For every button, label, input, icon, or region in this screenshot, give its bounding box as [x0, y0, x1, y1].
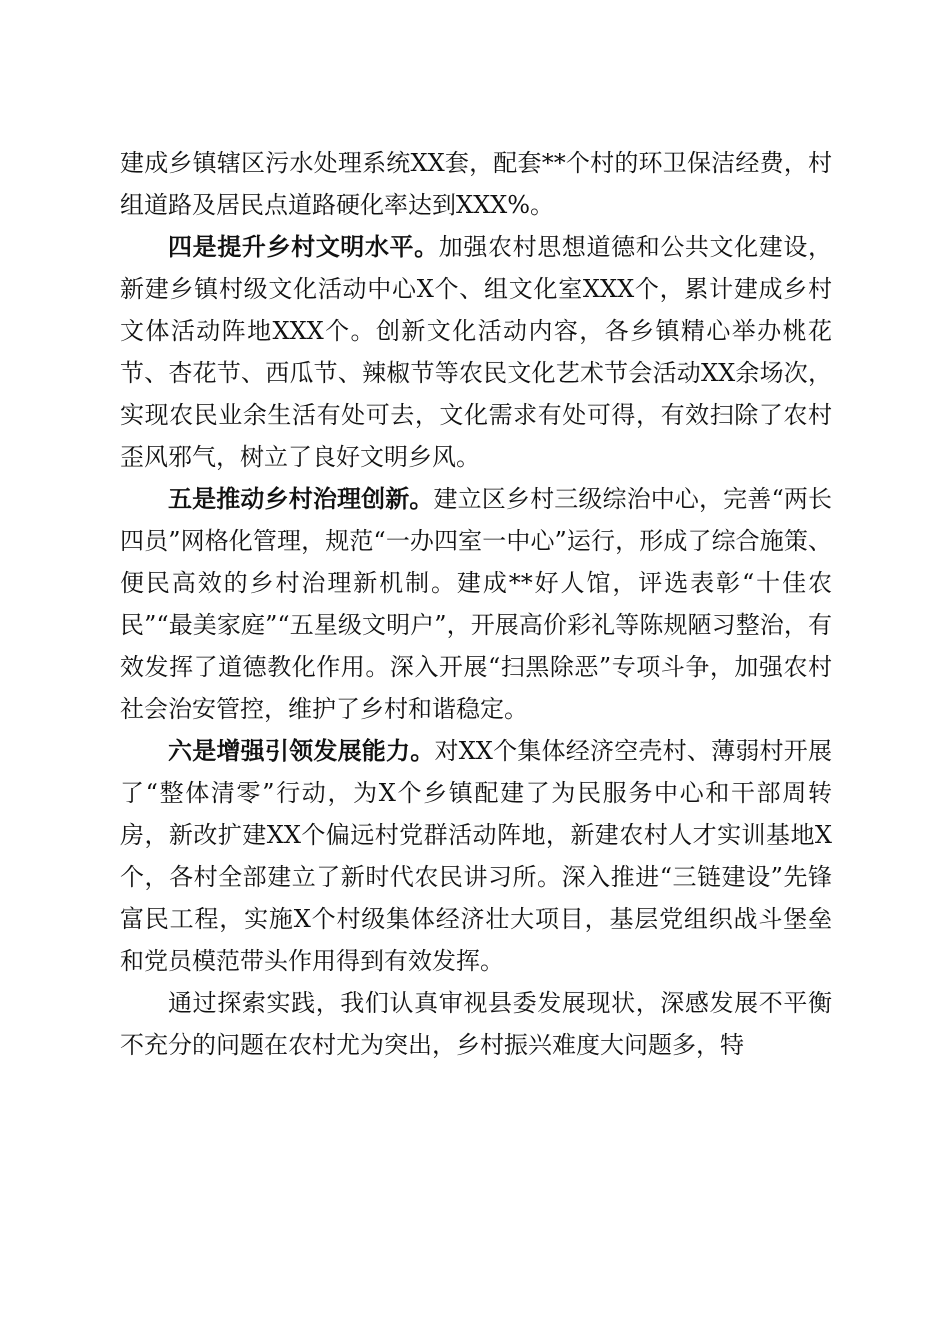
paragraph-text: 通过探索实践，我们认真审视县委发展现状，深感发展不平衡不充分的问题在农村尤为突出，乡村振兴难度大问题多，特 [120, 989, 832, 1059]
paragraph-reflection [120, 982, 832, 1066]
paragraph-text: 建立区乡村三级综治中心，完善“两长四员”网格化管理，规范“一办四室一中心”运行，形成了综合施策、便民高效的乡村治理新机制。建成**好人馆，评选表彰“十佳农民”“最美家庭”“五星级文明户”，开展高价彩礼等陈规陋习整治，有效发挥了道德教化作用。深入开展“扫黑除恶”专项斗争，加强农村社会治安管控，维护了乡村和谐稳定。 [120, 485, 832, 723]
paragraph-lead-heading: 四是提升乡村文明水平。 [168, 233, 439, 261]
paragraph-lead-heading: 五是推动乡村治理创新。 [168, 485, 434, 513]
document-page [120, 142, 832, 1066]
paragraph-sanitation [120, 142, 832, 226]
paragraph-text: 建成乡镇辖区污水处理系统XX套，配套**个村的环卫保洁经费，村组道路及居民点道路硬化率达到XXX%。 [120, 149, 832, 219]
paragraph-governance [120, 478, 832, 730]
paragraph-text: 加强农村思想道德和公共文化建设，新建乡镇村级文化活动中心X个、组文化室XXX个，累计建成乡村文体活动阵地XXX个。创新文化活动内容，各乡镇精心举办桃花节、杏花节、西瓜节、辣椒节等农民文化艺术节会活动XX余场次，实现农民业余生活有处可去，文化需求有处可得，有效扫除了农村歪风邪气，树立了良好文明乡风。 [120, 233, 833, 471]
paragraph-lead-heading: 六是增强引领发展能力。 [168, 737, 435, 765]
paragraph-text: 对XX个集体经济空壳村、薄弱村开展了“整体清零”行动，为X个乡镇配建了为民服务中心和干部周转房，新改扩建XX个偏远村党群活动阵地，新建农村人才实训基地X个，各村全部建立了新时代农民讲习所。深入推进“三链建设”先锋富民工程，实施X个村级集体经济壮大项目，基层党组织战斗堡垒和党员模范带头作用得到有效发挥。 [120, 737, 833, 975]
paragraph-leadership [120, 730, 832, 982]
paragraph-civilization [120, 226, 832, 478]
